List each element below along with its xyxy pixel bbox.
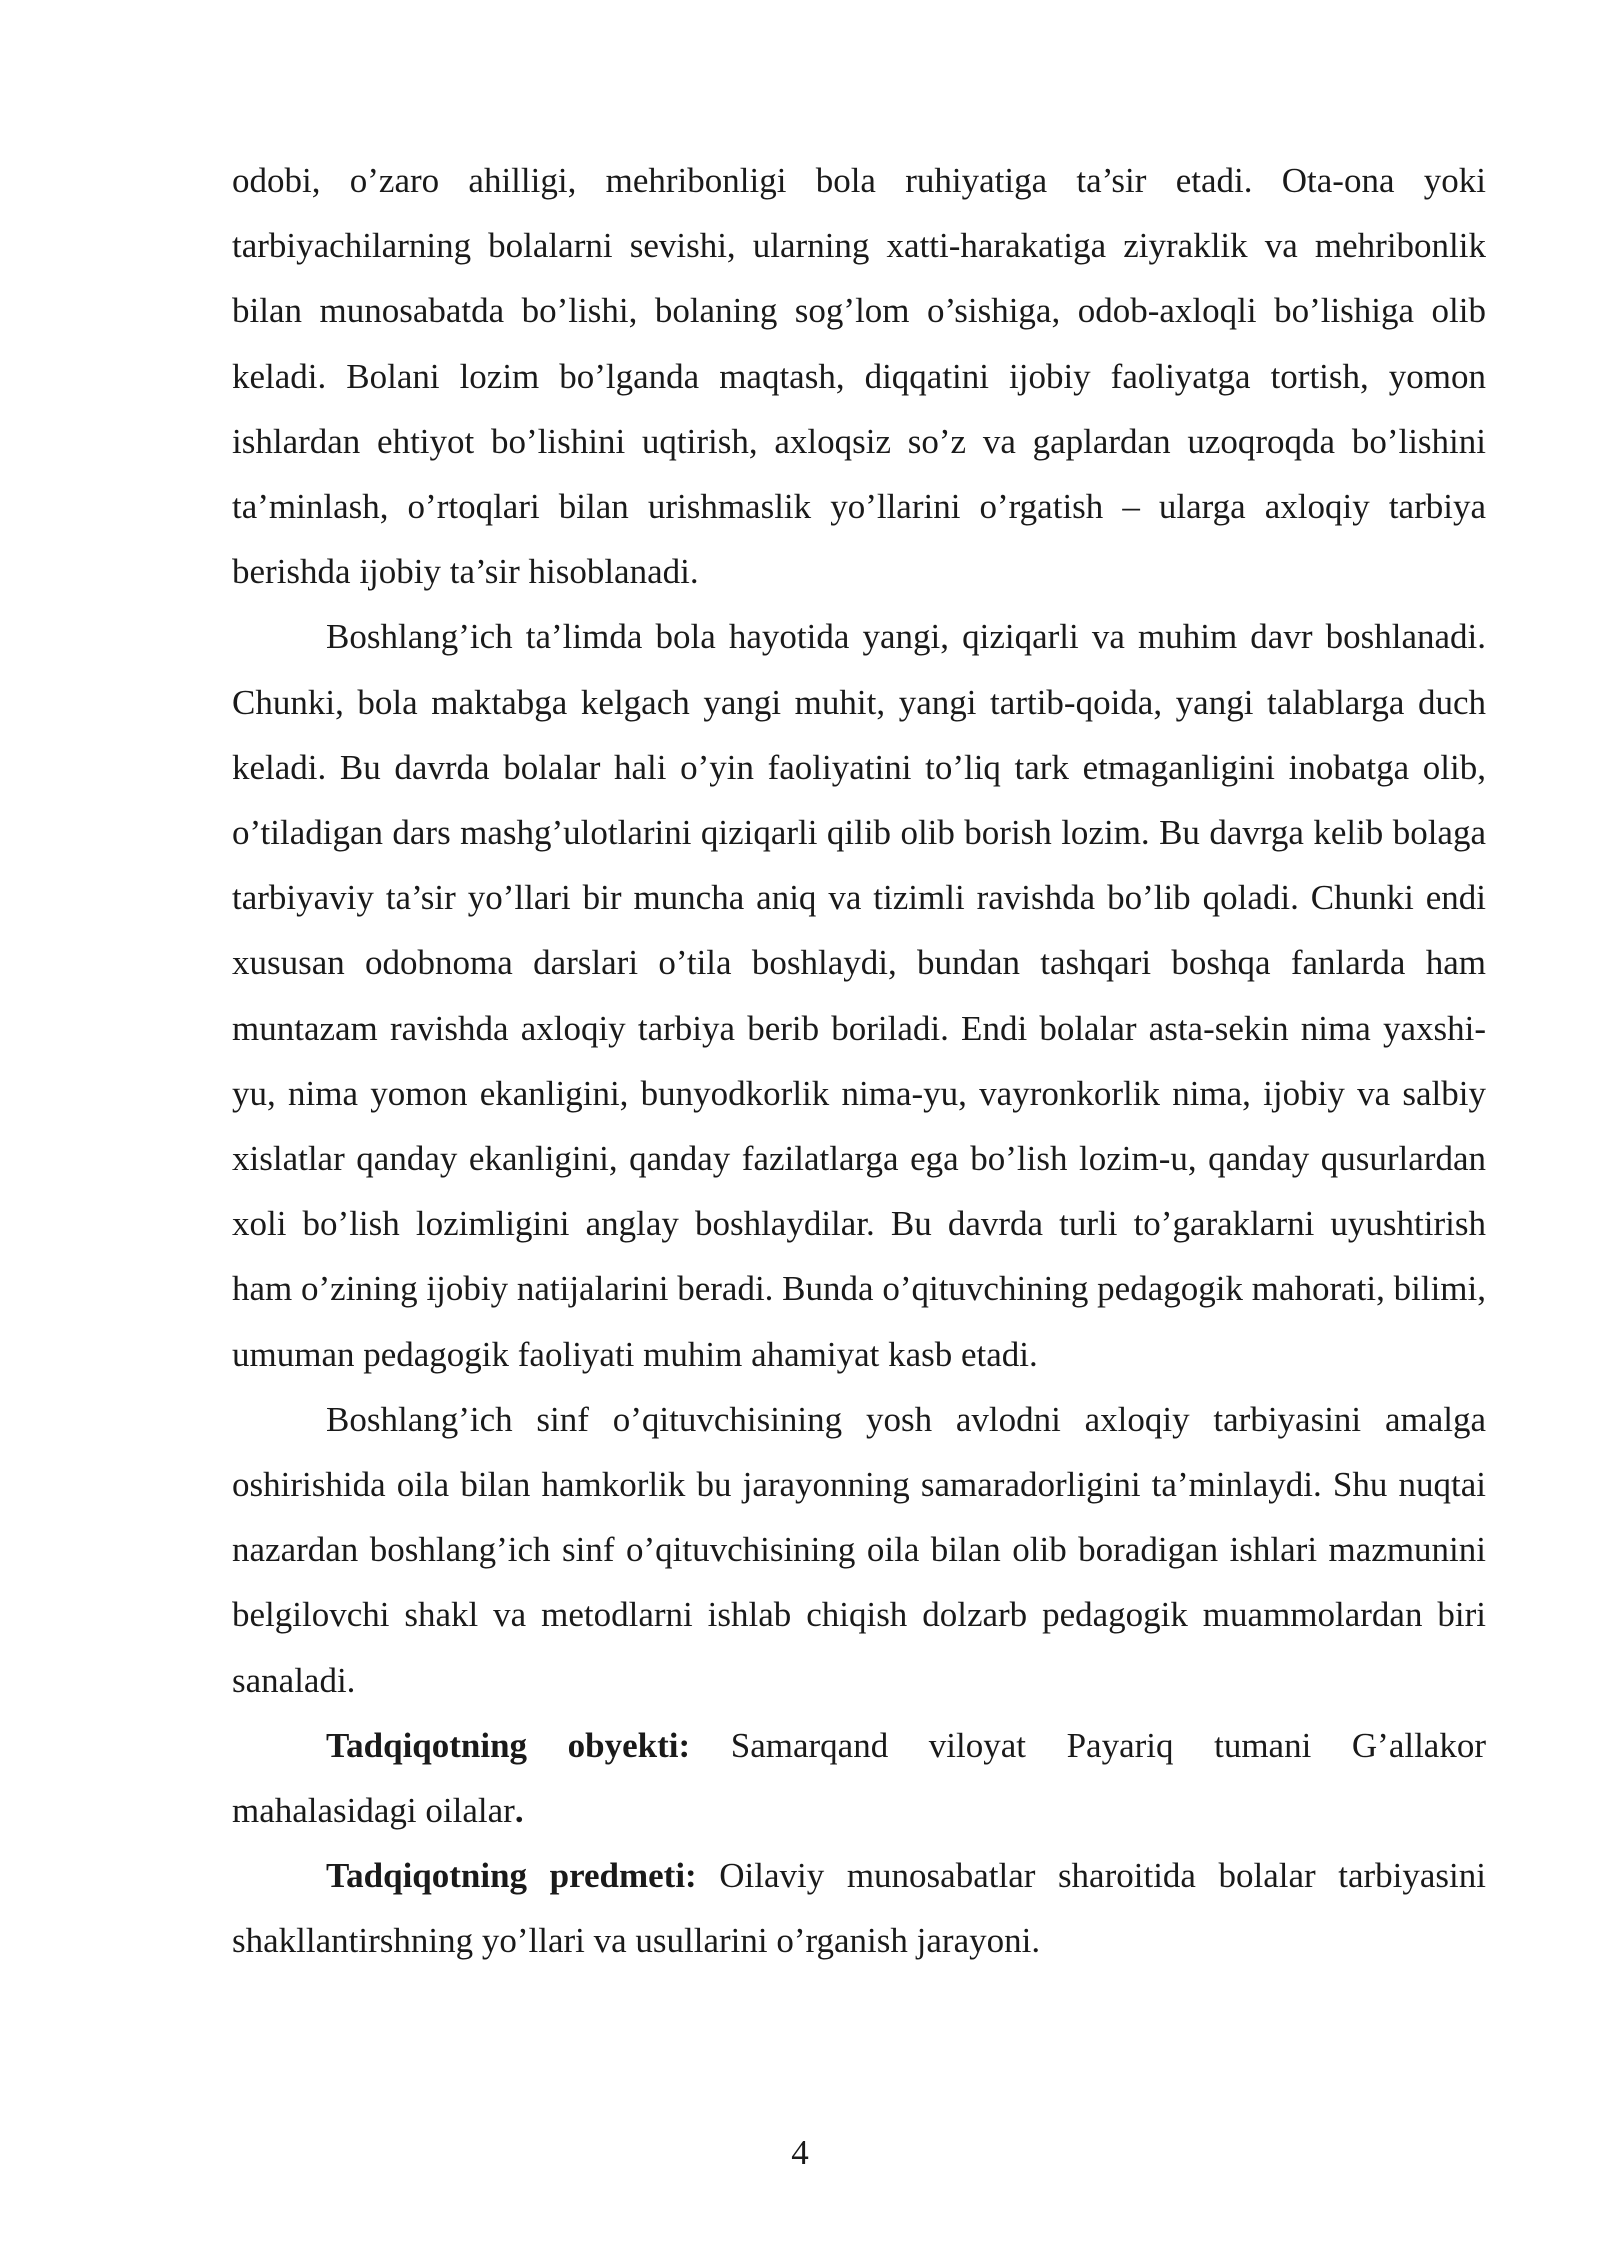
research-subject-paragraph <box>232 1843 1486 1973</box>
research-object-label: Tadqiqotning obyekti: <box>326 1725 691 1765</box>
paragraph-3: Boshlang’ich sinf o’qituvchisining yosh avlodni axloqiy tarbiyasini amalga oshirishida oila bilan hamkorlik bu jarayonning samaradorligini ta’minlaydi. Shu nuqtai nazardan boshlang’ich sinf o’qituvchisining oila bilan olib boradigan ishlari mazmunini belgilovchi shakl va metodlarni ishlab chiqish dolzarb pedagogik muammolardan biri sanaladi. <box>232 1399 1486 1700</box>
research-subject-text: Oilaviy munosabatlar sharoitida bolalar tarbiyasini shakllantirshning yo’llari va usullarini o’rganish jarayoni. <box>232 1856 1486 1961</box>
research-object-paragraph <box>232 1713 1486 1843</box>
paragraph-1: odobi, o’zaro ahilligi, mehribonligi bola ruhiyatiga ta’sir etadi. Ota-ona yoki tarbiyachilarning bolalarni sevishi, ularning xatti-harakatiga ziyraklik va mehribonlik bilan munosabatda bo’lishi, bolaning sog’lom o’sishiga, odob-axloqli bo’lishiga olib keladi. Bolani lozim bo’lganda maqtash, diqqatini ijobiy faoliyatga tortish, yomon ishlardan ehtiyot bo’lishini uqtirish, axloqsiz so’z va gaplardan uzoqroqda bo’lishini ta’minlash, o’rtoqlari bilan urishmaslik yo’llarini o’rgatish – ularga axloqiy tarbiya berishda ijobiy ta’sir hisoblanadi. <box>232 161 1486 592</box>
body-text <box>232 148 1486 1974</box>
page-number: 4 <box>791 2133 809 2172</box>
research-object-text: Samarqand viloyat Payariq tumani G’allakor mahalasidagi oilalar <box>232 1725 1486 1831</box>
research-subject-label: Tadqiqotning predmeti: <box>326 1856 697 1896</box>
paragraph-2: Boshlang’ich ta’limda bola hayotida yangi, qiziqarli va muhim davr boshlanadi. Chunki, bola maktabga kelgach yangi muhit, yangi tartib-qoida, yangi talablarga duch keladi. Bu davrda bolalar hali o’yin faoliyatini to’liq tark etmaganligini inobatga olib, o’tiladigan dars mashg’ulotlarini qiziqarli qilib olib borish lozim. Bu davrga kelib bolaga tarbiyaviy ta’sir yo’llari bir muncha aniq va tizimli ravishda bo’lib qoladi. Chunki endi xususan odobnoma darslari o’tila boshlaydi, bundan tashqari boshqa fanlarda ham muntazam ravishda axloqiy tarbiya berib boriladi. Endi bolalar asta-sekin nima yaxshi-yu, nima yomon ekanligini, bunyodkorlik nima-yu, vayronkorlik nima, ijobiy va salbiy xislatlar qanday ekanligini, qanday fazilatlarga ega bo’lish lozim-u, qanday qusurlardan xoli bo’lish lozimligini anglay boshlaydilar. Bu davrda turli to’garaklarni uyushtirish ham o’zining ijobiy natijalarini beradi. Bunda o’qituvchining pedagogik mahorati, bilimi, umuman pedagogik faoliyati muhim ahamiyat kasb etadi. <box>232 617 1486 1374</box>
research-object-end-mark: . <box>514 1791 524 1831</box>
